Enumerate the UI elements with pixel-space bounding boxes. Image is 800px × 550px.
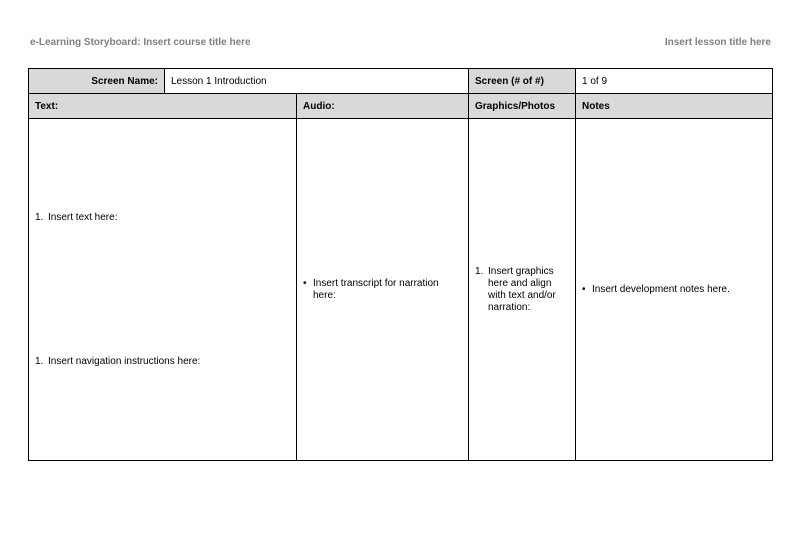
storyboard-table bbox=[28, 68, 773, 461]
screen-number-value[interactable]: 1 of 9 bbox=[576, 69, 773, 94]
graphics-item bbox=[475, 266, 569, 314]
graphics-item-number: 1. bbox=[475, 265, 484, 277]
audio-item-label: Insert transcript for narration here: bbox=[313, 277, 439, 301]
graphics-column-header: Graphics/Photos bbox=[469, 94, 576, 119]
screen-name-value[interactable]: Lesson 1 Introduction bbox=[165, 69, 469, 94]
lesson-title-header: Insert lesson title here bbox=[664, 37, 771, 48]
graphics-item-label: Insert graphics here and align with text and/or narration: bbox=[488, 265, 556, 313]
bullet-icon: • bbox=[582, 283, 586, 295]
column-header-row bbox=[29, 94, 773, 119]
content-row bbox=[29, 119, 773, 461]
screen-info-row bbox=[29, 69, 773, 94]
text-item bbox=[35, 212, 290, 224]
screen-name-label: Screen Name: bbox=[29, 69, 165, 94]
bullet-icon: • bbox=[303, 277, 307, 289]
text-item-number: 1. bbox=[35, 211, 44, 223]
text-item-number: 1. bbox=[35, 355, 44, 367]
navigation-instructions-item bbox=[35, 356, 290, 368]
audio-column-header: Audio: bbox=[297, 94, 469, 119]
notes-column-header: Notes bbox=[576, 94, 773, 119]
notes-item-label: Insert development notes here. bbox=[592, 283, 730, 295]
audio-item bbox=[303, 278, 462, 302]
screen-number-label: Screen (# of #) bbox=[469, 69, 576, 94]
text-item-label: Insert text here: bbox=[48, 211, 118, 223]
text-column-header: Text: bbox=[29, 94, 297, 119]
text-cell[interactable] bbox=[29, 119, 297, 461]
course-title-header: e-Learning Storyboard: Insert course title here bbox=[30, 37, 251, 48]
notes-item bbox=[582, 284, 766, 296]
audio-cell[interactable] bbox=[297, 119, 469, 461]
text-item-label: Insert navigation instructions here: bbox=[48, 355, 201, 367]
graphics-cell[interactable] bbox=[469, 119, 576, 461]
notes-cell[interactable] bbox=[576, 119, 773, 461]
